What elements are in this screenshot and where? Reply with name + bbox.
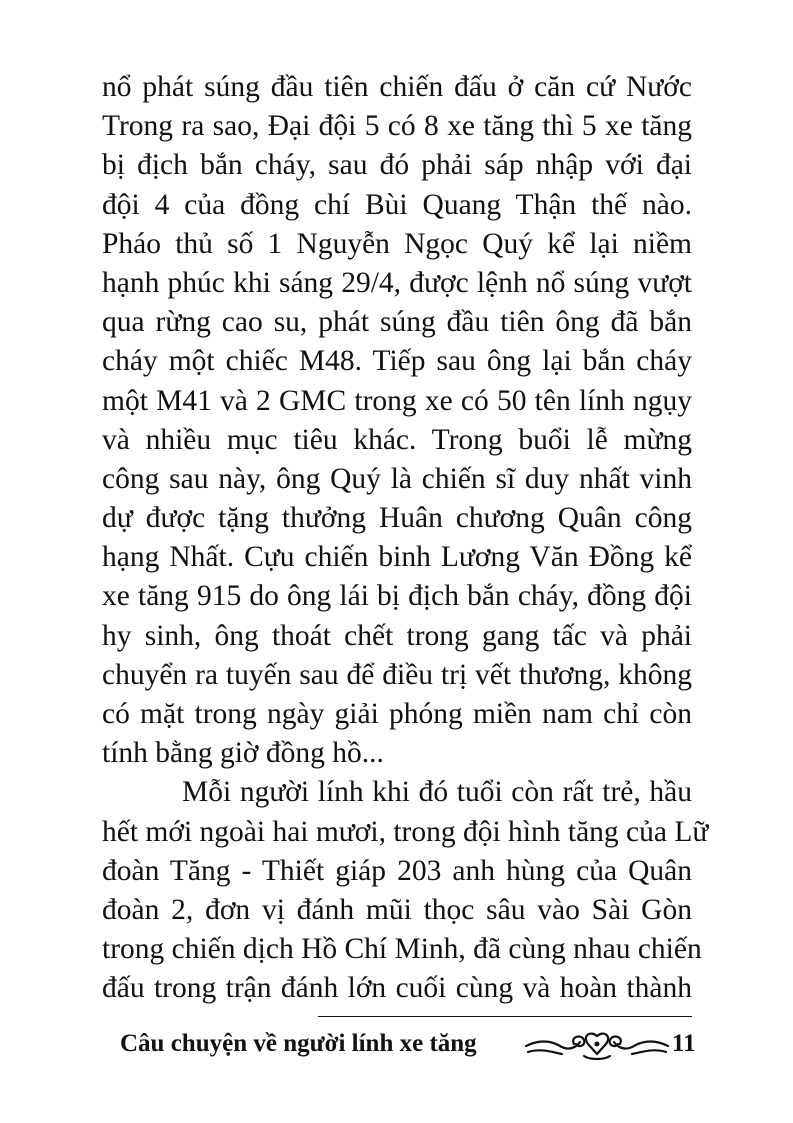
text-line: có mặt trong ngày giải phóng miền nam chỉ còn	[102, 698, 692, 730]
text-line: đoàn 2, đơn vị đánh mũi thọc sâu vào Sài Gòn	[102, 893, 692, 926]
text-line: một M41 và 2 GMC trong xe có 50 tên lính ngụy	[102, 384, 692, 417]
text-line: đấu trong trận đánh lớn cuối cùng và hoàn thành	[102, 972, 692, 1005]
text-line: dự được tặng thưởng Huân chương Quân công	[102, 502, 692, 535]
text-line: Pháo thủ số 1 Nguyễn Ngọc Quý kể lại niềm	[102, 227, 692, 260]
text-line: công sau này, ông Quý là chiến sĩ duy nhất vinh	[102, 462, 692, 495]
decorative-flourish-icon	[522, 1028, 672, 1064]
text-line: và nhiều mục tiêu khác. Trong buổi lễ mừng	[102, 423, 692, 456]
text-line: cháy một chiếc M48. Tiếp sau ông lại bắn cháy	[102, 345, 692, 378]
page-footer	[120, 1028, 696, 1068]
text-line: Trong ra sao, Đại đội 5 có 8 xe tăng thì 5 xe tăng	[102, 110, 692, 143]
page-number: 11	[672, 1030, 696, 1057]
text-line: qua rừng cao su, phát súng đầu tiên ông đã bắn	[102, 306, 692, 339]
text-line: hết mới ngoài hai mươi, trong đội hình tăng của Lữ	[102, 815, 709, 848]
text-line: đoàn Tăng - Thiết giáp 203 anh hùng của Quân	[102, 854, 692, 887]
text-line: tính bằng giờ đồng hồ...	[102, 737, 384, 770]
text-line: xe tăng 915 do ông lái bị địch bắn cháy, đồng đội	[102, 580, 692, 613]
book-title: Câu chuyện về người lính xe tăng	[120, 1030, 477, 1057]
footer-rule	[318, 1016, 692, 1017]
text-line: trong chiến dịch Hồ Chí Minh, đã cùng nhau chiến	[102, 933, 702, 966]
text-line: hy sinh, ông thoát chết trong gang tấc và phải	[102, 619, 692, 652]
text-line: bị địch bắn cháy, sau đó phải sáp nhập với đại	[102, 149, 692, 182]
text-line: hạnh phúc khi sáng 29/4, được lệnh nổ súng vượt	[102, 266, 692, 299]
text-line: Mỗi người lính khi đó tuổi còn rất trẻ, hầu	[182, 776, 692, 809]
text-line: hạng Nhất. Cựu chiến binh Lương Văn Đồng kể	[102, 541, 692, 574]
body-text	[102, 68, 709, 1009]
text-line: đội 4 của đồng chí Bùi Quang Thận thế nào.	[102, 188, 692, 221]
text-line: chuyển ra tuyến sau để điều trị vết thương, không	[102, 658, 692, 691]
text-line: nổ phát súng đầu tiên chiến đấu ở căn cứ Nước	[102, 71, 692, 103]
